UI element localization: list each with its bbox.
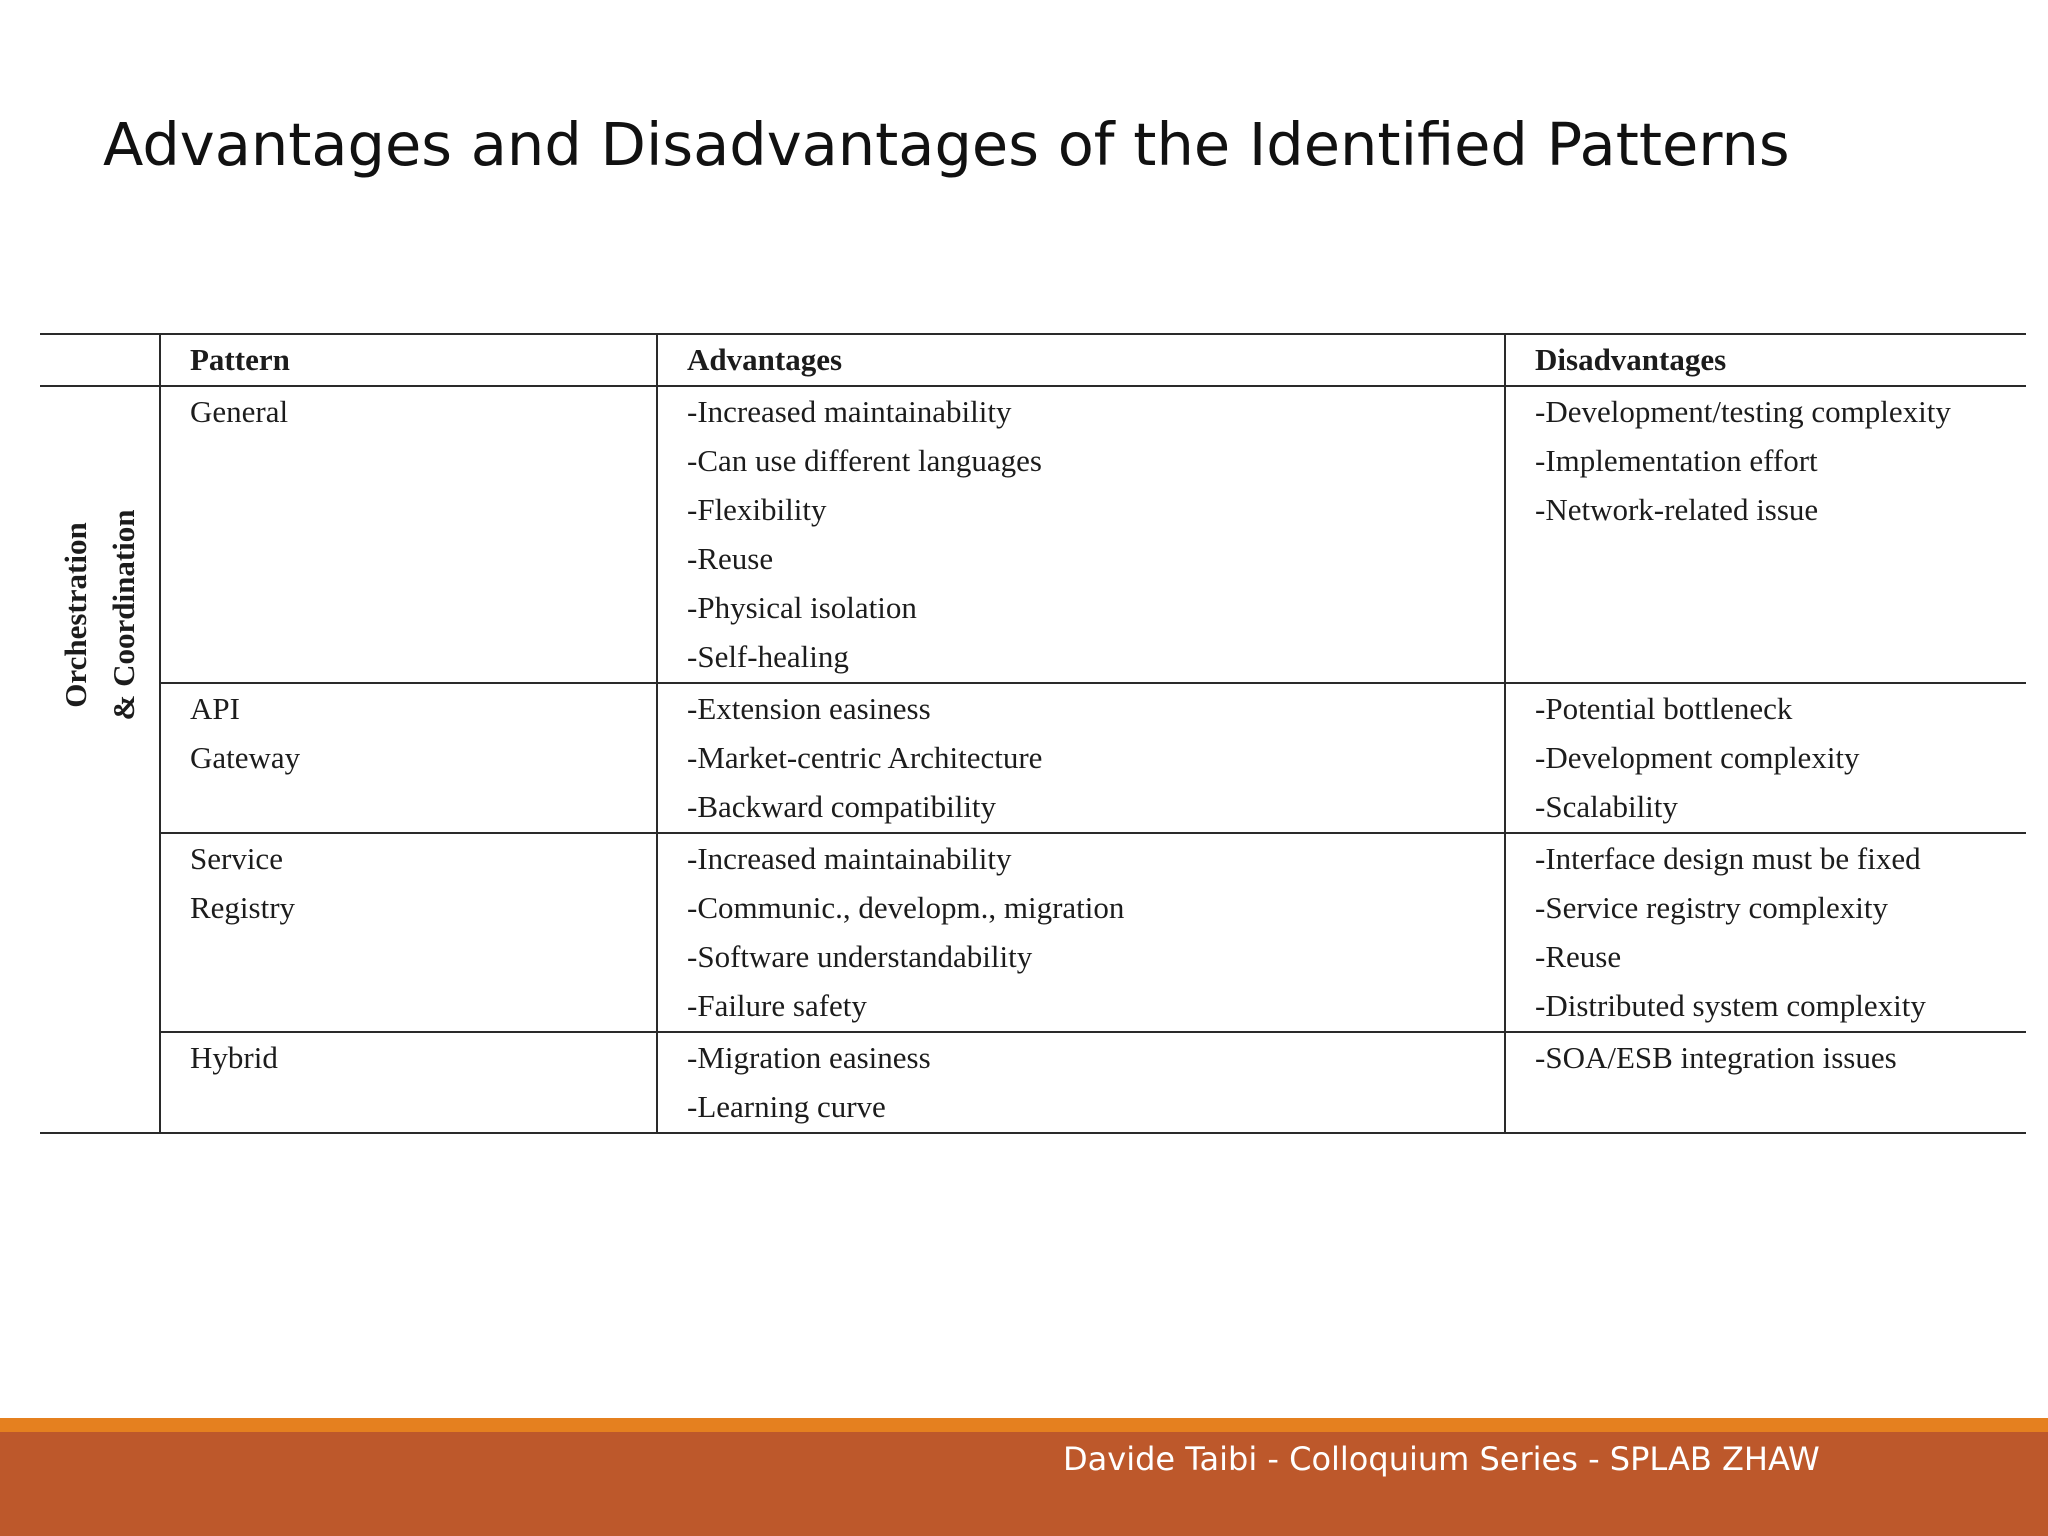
advantage-item: -Extension easiness bbox=[687, 691, 931, 726]
header-advantages: Advantages bbox=[657, 334, 1505, 386]
disadvantage-item: -Service registry complexity bbox=[1535, 890, 1888, 925]
table-header-row bbox=[40, 334, 2026, 386]
disadvantage-item: -Network-related issue bbox=[1535, 492, 1819, 527]
advantage-item: -Software understandability bbox=[687, 939, 1033, 974]
disadvantage-item: -Reuse bbox=[1535, 939, 1622, 974]
disadvantages-cell bbox=[1505, 833, 2026, 1032]
slide-title: Advantages and Disadvantages of the Identified Patterns bbox=[103, 110, 1790, 179]
advantage-item: -Migration easiness bbox=[687, 1040, 931, 1075]
disadvantage-item: -Development/testing complexity bbox=[1535, 394, 1951, 429]
disadvantage-item: -SOA/ESB integration issues bbox=[1535, 1040, 1897, 1075]
header-corner-cell bbox=[40, 334, 160, 386]
pattern-cell bbox=[160, 1032, 657, 1133]
disadvantages-cell bbox=[1505, 386, 2026, 683]
advantage-item: -Market-centric Architecture bbox=[687, 740, 1043, 775]
disadvantage-item: -Interface design must be fixed bbox=[1535, 841, 1921, 876]
pattern-name: Service bbox=[190, 841, 283, 876]
advantage-item: -Backward compatibility bbox=[687, 789, 997, 824]
disadvantage-item: -Implementation effort bbox=[1535, 443, 1818, 478]
disadvantage-item: -Scalability bbox=[1535, 789, 1678, 824]
group-label-line: Orchestration bbox=[58, 522, 93, 708]
advantage-item: -Learning curve bbox=[687, 1089, 886, 1124]
pattern-name: Gateway bbox=[190, 740, 301, 775]
advantage-item: -Physical isolation bbox=[687, 590, 917, 625]
disadvantages-cell bbox=[1505, 1032, 2026, 1133]
advantages-cell bbox=[657, 1032, 1505, 1133]
advantage-item: -Self-healing bbox=[687, 639, 849, 674]
advantages-cell bbox=[657, 833, 1505, 1032]
advantage-item: -Increased maintainability bbox=[687, 394, 1012, 429]
group-label bbox=[52, 510, 148, 721]
advantage-item: -Flexibility bbox=[687, 492, 827, 527]
table-row bbox=[40, 1032, 2026, 1133]
disadvantage-item: -Distributed system complexity bbox=[1535, 988, 1926, 1023]
group-label-line: & Coordination bbox=[106, 509, 141, 721]
advantage-item: -Increased maintainability bbox=[687, 841, 1012, 876]
pattern-cell bbox=[160, 683, 657, 833]
table-row bbox=[40, 386, 2026, 683]
advantage-item: -Reuse bbox=[687, 541, 774, 576]
advantage-item: -Communic., developm., migration bbox=[687, 890, 1125, 925]
pattern-cell bbox=[160, 386, 657, 683]
pattern-name: API bbox=[190, 691, 240, 726]
pattern-name: General bbox=[190, 394, 289, 429]
pattern-name: Hybrid bbox=[190, 1040, 278, 1075]
advantages-cell bbox=[657, 683, 1505, 833]
disadvantage-item: -Development complexity bbox=[1535, 740, 1860, 775]
disadvantages-cell bbox=[1505, 683, 2026, 833]
table-row bbox=[40, 833, 2026, 1032]
pattern-cell bbox=[160, 833, 657, 1032]
advantages-cell bbox=[657, 386, 1505, 683]
patterns-table bbox=[40, 333, 2026, 1134]
disadvantage-item: -Potential bottleneck bbox=[1535, 691, 1793, 726]
table-row bbox=[40, 683, 2026, 833]
group-cell bbox=[40, 386, 160, 1133]
header-disadvantages: Disadvantages bbox=[1505, 334, 2026, 386]
advantage-item: -Can use different languages bbox=[687, 443, 1042, 478]
pattern-name: Registry bbox=[190, 890, 296, 925]
footer-text: Davide Taibi - Colloquium Series - SPLAB ZHAW bbox=[1063, 1440, 1820, 1478]
header-pattern: Pattern bbox=[160, 334, 657, 386]
footer-stripe bbox=[0, 1418, 2048, 1432]
advantage-item: -Failure safety bbox=[687, 988, 867, 1023]
